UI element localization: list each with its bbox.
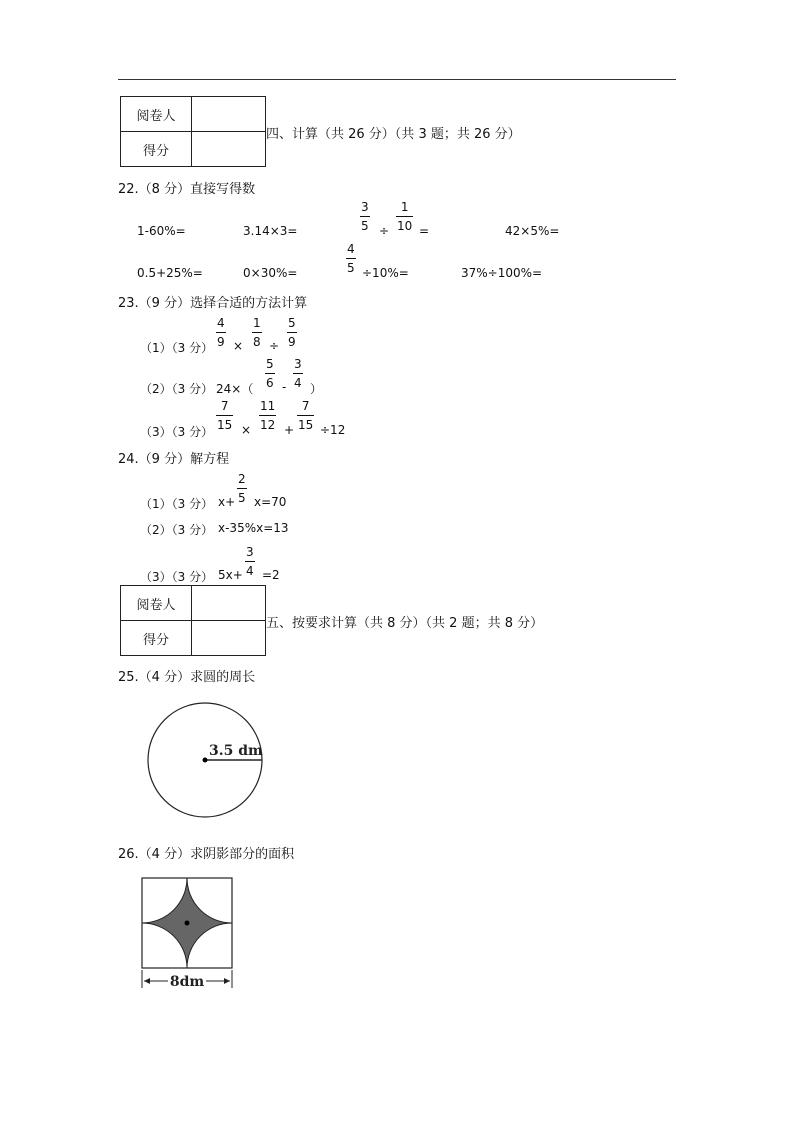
q22-item-g-rest: ÷10%= [362, 266, 409, 280]
q22-item-f: 0×30%= [243, 266, 298, 280]
score-cell[interactable] [192, 132, 266, 167]
q23-p1-fraction-3: 5 9 [288, 316, 296, 349]
reviewer-label: 阅卷人 [121, 97, 192, 132]
dimension-arrow-left [144, 978, 150, 984]
q23-p3-post: ÷12 [320, 423, 346, 437]
dimension-arrow-right [224, 978, 230, 984]
side-label: 8dm [169, 974, 205, 990]
radius-label: 3.5 dm [209, 743, 263, 759]
q22-item-g-fraction: 4 5 [347, 242, 355, 275]
q24-p1-label: （1）（3 分） [140, 497, 214, 511]
score-label: 得分 [121, 621, 192, 656]
q22-heading: 22.（8 分）直接写得数 [118, 182, 256, 197]
q22-item-c-div: ÷ [379, 224, 390, 238]
section4-title: 四、计算（共 26 分）（共 3 题；共 26 分） [266, 127, 521, 142]
q23-p3-label: （3）（3 分） [140, 425, 214, 439]
q23-p2-fraction-2: 3 4 [294, 357, 302, 390]
q23-p3-fraction-1: 7 15 [217, 399, 233, 432]
q23-p3-fraction-3: 7 15 [298, 399, 314, 432]
reviewer-label: 阅卷人 [121, 586, 192, 621]
section5-title: 五、按要求计算（共 8 分）（共 2 题；共 8 分） [266, 616, 544, 631]
q23-p2-post: ） [310, 382, 323, 396]
score-cell[interactable] [192, 621, 266, 656]
q23-p1-fraction-2: 1 8 [253, 316, 261, 349]
q22-item-c-eq: = [419, 224, 430, 238]
score-table-section4 [120, 96, 266, 167]
q23-p1-op1: × [233, 339, 244, 353]
q24-p3-label: （3）（3 分） [140, 570, 214, 584]
q23-p2-pre: 24×（ [216, 382, 254, 396]
header-rule [118, 79, 676, 80]
q23-heading: 23.（9 分）选择合适的方法计算 [118, 296, 308, 311]
q25-circle-figure [140, 696, 280, 826]
q22-item-b: 3.14×3= [243, 224, 298, 238]
q24-p1-post: x=70 [254, 495, 287, 509]
center-dot [185, 921, 190, 926]
center-dot [203, 758, 208, 763]
q23-p3-op1: × [241, 423, 252, 437]
q23-p1-label: （1）（3 分） [140, 341, 214, 355]
q23-p3-op2: + [284, 423, 295, 437]
q24-heading: 24.（9 分）解方程 [118, 452, 230, 467]
q26-heading: 26.（4 分）求阴影部分的面积 [118, 847, 295, 862]
q23-p2-fraction-1: 5 6 [266, 357, 274, 390]
q23-p2-op: - [282, 380, 287, 394]
q24-p3-pre: 5x+ [218, 568, 243, 582]
q23-p1-op2: ÷ [269, 339, 280, 353]
score-label: 得分 [121, 132, 192, 167]
q23-p1-fraction-1: 4 9 [217, 316, 225, 349]
q22-item-c-fraction-1: 3 5 [361, 200, 369, 233]
q24-p2-label: （2）（3 分） [140, 523, 214, 537]
q22-item-e: 0.5+25%= [137, 266, 203, 280]
q22-item-a: 1-60%= [137, 224, 186, 238]
q22-item-d: 42×5%= [505, 224, 560, 238]
reviewer-cell[interactable] [192, 97, 266, 132]
q25-heading: 25.（4 分）求圆的周长 [118, 670, 256, 685]
q24-p3-fraction: 3 4 [246, 545, 254, 578]
q24-p2-expr: x-35%x=13 [218, 521, 289, 535]
q24-p3-post: =2 [262, 568, 280, 582]
q26-shaded-figure [136, 874, 238, 994]
q24-p1-pre: x+ [218, 495, 236, 509]
q22-item-h: 37%÷100%= [461, 266, 543, 280]
q23-p2-label: （2）（3 分） [140, 382, 214, 396]
score-table-section5 [120, 585, 266, 656]
q24-p1-fraction: 2 5 [238, 472, 246, 505]
q23-p3-fraction-2: 11 12 [260, 399, 276, 432]
q22-item-c-fraction-2: 1 10 [397, 200, 413, 233]
reviewer-cell[interactable] [192, 586, 266, 621]
